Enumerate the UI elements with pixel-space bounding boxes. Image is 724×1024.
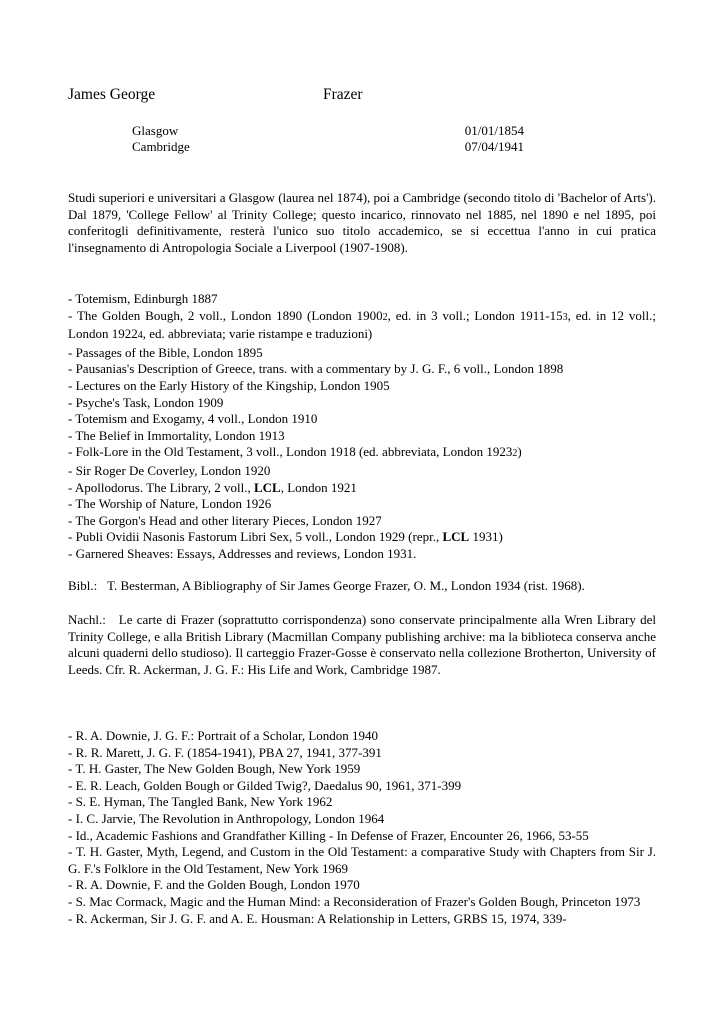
- work-item: - Garnered Sheaves: Essays, Addresses and reviews, London 1931.: [68, 545, 417, 561]
- literature-item: - E. R. Leach, Golden Bough or Gilded Twig?, Daedalus 90, 1961, 371-399: [68, 777, 462, 793]
- work-text: , London 1921: [280, 479, 357, 495]
- literature-item: - Id., Academic Fashions and Grandfather Killing - In Defense of Frazer, Encounter 26, 1966, 53-55: [68, 827, 589, 843]
- literature-item: - T. H. Gaster, The New Golden Bough, New York 1959: [68, 761, 361, 777]
- work-text: , ed. in 12 voll.; London 1922: [68, 307, 656, 342]
- literature-item: - R. R. Marett, J. G. F. (1854-1941), PBA 27, 1941, 377-391: [68, 744, 382, 760]
- work-item: - Totemism, Edinburgh 1887: [68, 291, 218, 306]
- work-item: - Lectures on the Early History of the Kingship, London 1905: [68, 377, 390, 393]
- bibliography-text: T. Besterman, A Bibliography of Sir James George Frazer, O. M., London 1934 (rist. 1968).: [107, 578, 585, 593]
- work-item: - Psyche's Task, London 1909: [68, 394, 224, 410]
- death-place: Cambridge: [132, 139, 190, 154]
- biography-paragraph: Studi superiori e universitari a Glasgow (laurea nel 1874), poi a Cambridge (secondo titolo di 'Bachelor of Arts'). Dal 1879, 'College Fellow' al Trinity College; questo incarico, rinnovato nel 1885, nel 1890 e nel 1895, poi conferitogli definitivamente, resterà l'unico suo titolo accademico, se si eccettua l'anno in cui pratica l'insegnamento di Antropologia Sociale a Liverpool (1907-1908).: [68, 190, 656, 255]
- nachlass-paragraph: [68, 612, 656, 678]
- work-item: - The Gorgon's Head and other literary Pieces, London 1927: [68, 512, 382, 528]
- literature-item: - S. E. Hyman, The Tangled Bank, New York 1962: [68, 794, 333, 810]
- work-text: , ed. abbreviata; varie ristampe e traduzioni): [142, 326, 373, 342]
- edition-number: 4: [137, 330, 143, 342]
- work-text: - Apollodorus. The Library, 2 voll.,: [68, 479, 254, 495]
- work-item: - Sir Roger De Coverley, London 1920: [68, 462, 271, 478]
- birth-place: Glasgow: [132, 123, 179, 138]
- work-item: - The Worship of Nature, London 1926: [68, 496, 272, 512]
- works-list: [68, 291, 656, 563]
- work-item: [68, 480, 656, 497]
- bibliography-label: Bibl.:: [68, 578, 98, 593]
- literature-item: - R. Ackerman, Sir J. G. F. and A. E. Housman: A Relationship in Letters, GRBS 15, 1974, 339-: [68, 910, 567, 926]
- name-heading: [68, 86, 668, 108]
- surname: Frazer: [323, 86, 363, 103]
- work-text: - Folk-Lore in the Old Testament, 3 voll., London 1918 (ed. abbreviata, London 1923: [68, 444, 513, 460]
- bibliography-paragraph: [68, 578, 656, 595]
- work-text: - Publi Ovidii Nasonis Fastorum Libri Sex, 5 voll., London 1929 (repr.,: [68, 529, 443, 545]
- literature-item: - T. H. Gaster, Myth, Legend, and Custom in the Old Testament: a comparative Study with Chapters from Sir J. G. F.'s Folklore in the Old Testament, New York 1969: [68, 844, 656, 876]
- death-date: 07/04/1941: [464, 139, 524, 154]
- given-names: James George: [68, 86, 156, 103]
- work-item: [68, 308, 656, 345]
- literature-item: - I. C. Jarvie, The Revolution in Anthropology, London 1964: [68, 810, 385, 826]
- work-text: , ed. in 3 voll.; London 1911-15: [387, 307, 563, 323]
- nachlass-label: Nachl.:: [68, 612, 106, 627]
- work-text: ): [517, 444, 522, 460]
- literature-list: [68, 728, 656, 927]
- work-text: - The Golden Bough, 2 voll., London 1890 (London 1900: [68, 307, 383, 323]
- literature-item: - R. A. Downie, J. G. F.: Portrait of a Scholar, London 1940: [68, 728, 379, 743]
- series-abbreviation: LCL: [442, 529, 470, 545]
- work-item: - Pausanias's Description of Greece, trans. with a commentary by J. G. F., 6 voll., London 1898: [68, 361, 564, 377]
- literature-item: - S. Mac Cormack, Magic and the Human Mind: a Reconsideration of Frazer's Golden Bough, Princeton 1973: [68, 893, 641, 909]
- work-item: - Totemism and Exogamy, 4 voll., London 1910: [68, 411, 318, 427]
- work-text: 1931): [469, 529, 503, 545]
- work-item: [68, 444, 656, 463]
- series-abbreviation: LCL: [253, 479, 281, 495]
- nachlass-text: Le carte di Frazer (soprattutto corrispondenza) sono conservate principalmente alla Wren Library del Trinity College, e alla British Library (Macmillan Company publishing archive: ma la biblioteca conserva anche alcuni quaderni dello studioso). Il carteggio Frazer-Gosse è conservato nella collezione Brotherton, University of Leeds. Cfr. R. Ackerman, J. G. F.: His Life and Work, Cambridge 1987.: [68, 612, 656, 677]
- work-item: - Passages of the Bible, London 1895: [68, 344, 263, 360]
- birth-date: 01/01/1854: [464, 123, 524, 138]
- edition-number: 2: [382, 311, 388, 323]
- life-dates: [132, 123, 524, 155]
- literature-item: - R. A. Downie, F. and the Golden Bough, London 1970: [68, 877, 360, 893]
- birth-row: [132, 123, 524, 139]
- edition-number: 3: [562, 311, 568, 323]
- edition-number: 2: [512, 448, 518, 460]
- work-item: [68, 529, 656, 546]
- death-row: [132, 139, 524, 155]
- work-item: - The Belief in Immortality, London 1913: [68, 427, 285, 443]
